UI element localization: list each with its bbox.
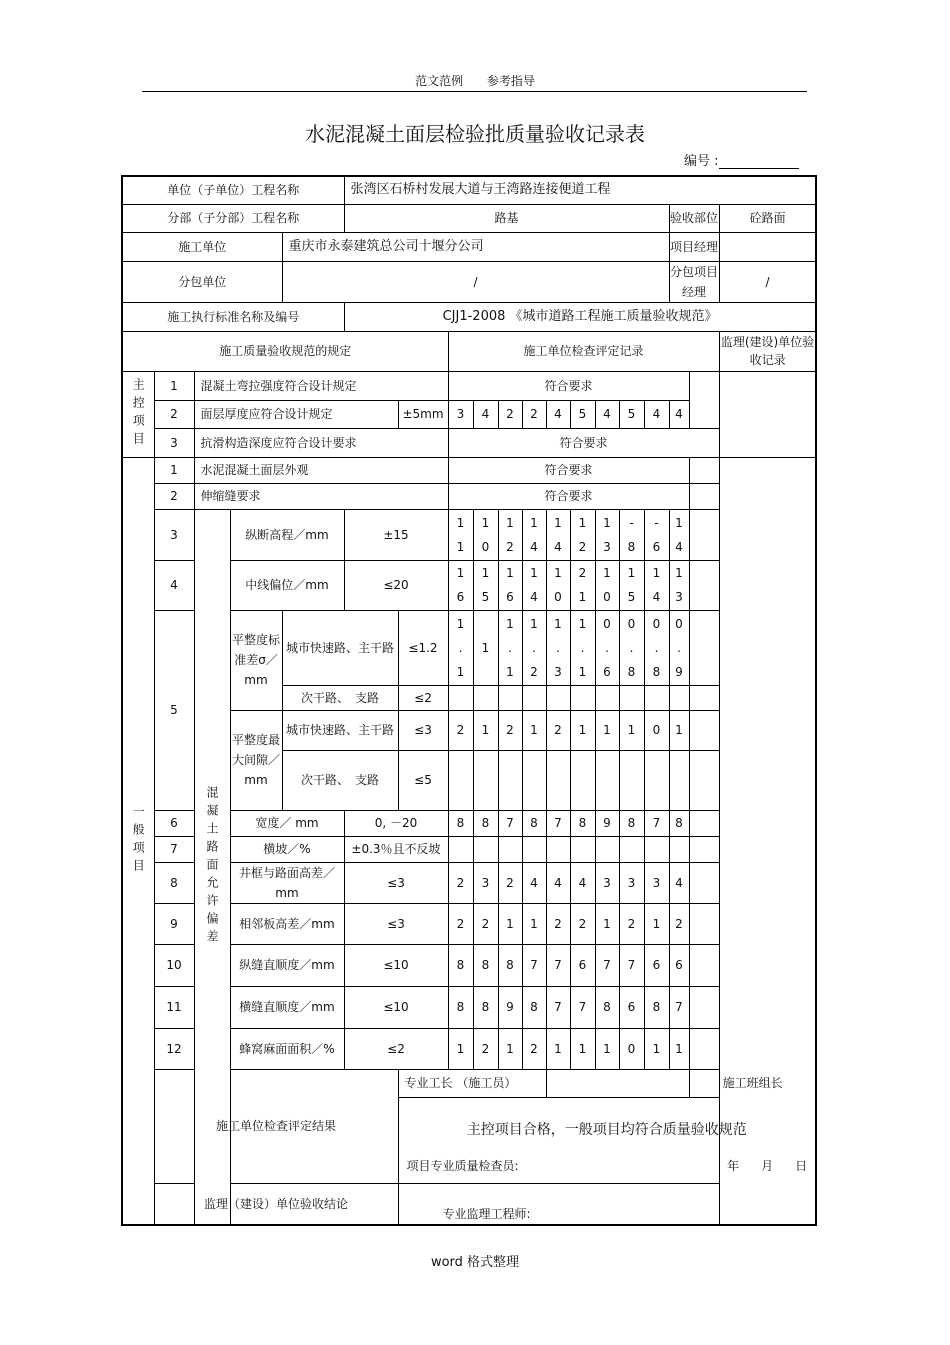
gen-5b1-v: 1 xyxy=(669,710,689,750)
main-2-v: 5 xyxy=(619,400,644,428)
gen-5a1-v: 1 xyxy=(578,616,587,631)
gen-5a1-v: 3 xyxy=(554,664,562,679)
main-2-no: 2 xyxy=(154,400,194,428)
gen-10-v: 7 xyxy=(546,944,570,986)
gen-5b1-v: 2 xyxy=(498,710,522,750)
gen-12-v: 0 xyxy=(619,1028,644,1069)
gen-4-v: 1 xyxy=(554,566,562,580)
gen-12-name: 蜂窝麻面面积／% xyxy=(230,1028,344,1069)
gen-5a1-v: 1 xyxy=(481,640,490,655)
gen-3-v: 0 xyxy=(481,539,490,554)
gen-4-v: 5 xyxy=(481,590,490,604)
general-items-label: 一般项目 xyxy=(122,457,154,1225)
result-label: 施工单位检查评定结果 xyxy=(154,1069,398,1183)
gen-5a-name: 平整度标准差σ／mm xyxy=(230,610,282,710)
main-2-v: 4 xyxy=(473,400,498,428)
gen-11-v: 8 xyxy=(595,986,619,1028)
gen-5b1-v: 2 xyxy=(448,710,473,750)
gen-7-no: 7 xyxy=(154,836,194,862)
gen-11-v: 8 xyxy=(473,986,498,1028)
division-label: 分部（子分部）工程名称 xyxy=(122,204,344,232)
deviation-label: 混凝土路面允许偏差 xyxy=(194,509,230,1225)
gen-11-v: 8 xyxy=(644,986,669,1028)
date-year: 年 xyxy=(727,1158,740,1173)
gen-12-v: 2 xyxy=(473,1028,498,1069)
main-2-text: 面层厚度应符合设计规定 xyxy=(194,400,398,428)
header-right: 参考指导 xyxy=(486,74,535,88)
gen-8-v: 4 xyxy=(522,862,546,903)
gen-3-v: 1 xyxy=(578,515,587,530)
gen-8-v: 3 xyxy=(595,862,619,903)
gen-7-tol: ±0.3％且不反坡 xyxy=(344,836,448,862)
gen-3-v: 2 xyxy=(506,539,514,554)
gen-9-v: 2 xyxy=(448,903,473,944)
gen-12-v: 1 xyxy=(669,1028,689,1069)
gen-11-name: 横缝直顺度／mm xyxy=(230,986,344,1028)
gen-9-name: 相邻板高差／mm xyxy=(230,903,344,944)
unit-label: 单位（子单位）工程名称 xyxy=(122,176,344,204)
gen-3-v: 1 xyxy=(481,515,490,530)
gen-5a1-v: . xyxy=(629,640,634,655)
sub-label: 分包单位 xyxy=(122,261,282,302)
gen-10-v: 8 xyxy=(498,944,522,986)
main-3-no: 3 xyxy=(154,428,194,457)
serial-blank xyxy=(719,154,799,169)
gen-5a1-v: . xyxy=(508,640,512,655)
gen-10-v: 7 xyxy=(595,944,619,986)
gen-5a1-v: 1 xyxy=(506,664,514,679)
main-2-v: 4 xyxy=(644,400,669,428)
gen-4-tol: ≤20 xyxy=(344,560,448,610)
gen-5b1-v: 1 xyxy=(619,710,644,750)
gen-9-v: 2 xyxy=(546,903,570,944)
gen-3-v: 1 xyxy=(675,515,683,530)
gen-3-v: 2 xyxy=(578,539,587,554)
main-items-label: 主控项目 xyxy=(122,371,154,457)
division-value: 路基 xyxy=(344,204,669,232)
gen-6-no: 6 xyxy=(154,810,194,836)
gen-4-v: 1 xyxy=(603,566,611,580)
main-2-v: 5 xyxy=(570,400,595,428)
date-month: 月 xyxy=(761,1158,774,1173)
gen-9-v: 2 xyxy=(619,903,644,944)
supervision-engineer-label: 专业监理工程师: xyxy=(442,1207,531,1221)
gen-4-name: 中线偏位／mm xyxy=(230,560,344,610)
gen-11-v: 7 xyxy=(570,986,595,1028)
gen-11-v: 8 xyxy=(522,986,546,1028)
gen-3-v: 1 xyxy=(506,515,514,530)
gen-12-v: 1 xyxy=(644,1028,669,1069)
gen-8-v: 2 xyxy=(448,862,473,903)
gen-3-v: - xyxy=(629,515,634,530)
gen-5-no: 5 xyxy=(154,610,194,810)
gen-3-name: 纵断高程／mm xyxy=(230,509,344,560)
gen-4-v: 6 xyxy=(456,590,465,604)
gen-10-v: 8 xyxy=(473,944,498,986)
main-1-no: 1 xyxy=(154,371,194,400)
gen-3-v: 4 xyxy=(554,539,562,554)
col-supervisor-header: 监理(建设)单位验收记录 xyxy=(719,331,816,371)
gen-9-v: 2 xyxy=(473,903,498,944)
standard-label: 施工执行标准名称及编号 xyxy=(122,302,344,331)
gen-5a1-v: . xyxy=(580,640,585,655)
foreman-value xyxy=(546,1069,689,1097)
gen-6-v: 7 xyxy=(644,810,669,836)
gen-8-v: 3 xyxy=(473,862,498,903)
gen-3-v: 1 xyxy=(456,515,465,530)
gen-5b1-tol: ≤3 xyxy=(398,710,448,750)
gen-3-v: 1 xyxy=(530,515,538,530)
gen-10-v: 6 xyxy=(570,944,595,986)
gen-8-name: 井框与路面高差／mm xyxy=(230,862,344,903)
gen-8-v: 2 xyxy=(498,862,522,903)
gen-5a1-tol: ≤1.2 xyxy=(398,610,448,685)
gen-6-name: 宽度／ mm xyxy=(230,810,344,836)
gen-5a1-v: 9 xyxy=(675,664,683,679)
acceptance-form xyxy=(121,175,817,1226)
gen-4-v: 1 xyxy=(652,566,661,580)
gen-8-v: 4 xyxy=(669,862,689,903)
gen-9-v: 1 xyxy=(595,903,619,944)
gen-9-v: 1 xyxy=(498,903,522,944)
gen-10-v: 8 xyxy=(448,944,473,986)
main-2-v: 2 xyxy=(498,400,522,428)
gen-5b1-v: 1 xyxy=(522,710,546,750)
pm-label: 项目经理 xyxy=(669,232,719,261)
gen-5b1-road: 城市快速路、主干路 xyxy=(282,710,398,750)
gen-11-v: 8 xyxy=(448,986,473,1028)
gen-8-v: 4 xyxy=(570,862,595,903)
gen-12-v: 2 xyxy=(522,1028,546,1069)
gen-5a1-v: . xyxy=(532,640,536,655)
contractor-label: 施工单位 xyxy=(122,232,282,261)
main-1-text: 混凝土弯拉强度符合设计规定 xyxy=(194,371,448,400)
gen-10-v: 6 xyxy=(669,944,689,986)
gen-5b1-v: 1 xyxy=(595,710,619,750)
gen-6-tol: 0, －20 xyxy=(344,810,448,836)
serial-label: 编号 : xyxy=(684,154,719,169)
sub-value: / xyxy=(282,261,669,302)
gen-12-tol: ≤2 xyxy=(344,1028,448,1069)
page-footer: word 格式整理 xyxy=(430,1255,520,1270)
supervision-label: 监理（建设）单位验收结论 xyxy=(154,1183,398,1225)
gen-4-v: 2 xyxy=(578,566,587,580)
main-3-result: 符合要求 xyxy=(448,428,719,457)
gen-6-v: 7 xyxy=(498,810,522,836)
gen-12-v: 1 xyxy=(570,1028,595,1069)
gen-4-v: 1 xyxy=(506,566,514,580)
main-2-v: 4 xyxy=(595,400,619,428)
gen-5a1-v: 1 xyxy=(456,616,465,631)
gen-8-no: 8 xyxy=(154,862,194,903)
gen-4-v: 6 xyxy=(506,590,514,604)
gen-11-v: 7 xyxy=(546,986,570,1028)
gen-3-v: 4 xyxy=(675,539,683,554)
main-2-tol: ±5mm xyxy=(398,400,448,428)
gen-1-result: 符合要求 xyxy=(448,457,689,483)
gen-11-v: 6 xyxy=(619,986,644,1028)
gen-12-v: 1 xyxy=(546,1028,570,1069)
gen-5b1-v: 1 xyxy=(473,710,498,750)
gen-2-text: 伸缩缝要求 xyxy=(194,483,448,509)
gen-2-no: 2 xyxy=(154,483,194,509)
page-header xyxy=(0,72,950,89)
date-day: 日 xyxy=(795,1158,808,1173)
gen-6-v: 9 xyxy=(595,810,619,836)
main-supervisor-cell xyxy=(719,371,816,457)
header-rule xyxy=(142,91,807,92)
gen-3-v: 3 xyxy=(603,539,611,554)
gen-1-text: 水泥混凝土面层外观 xyxy=(194,457,448,483)
result-content xyxy=(398,1097,816,1183)
gen-8-v: 3 xyxy=(644,862,669,903)
sub-pm-label: 分包项目经理 xyxy=(669,261,719,302)
gen-10-v: 7 xyxy=(619,944,644,986)
header-left: 范文范例 xyxy=(415,74,464,88)
gen-8-tol: ≤3 xyxy=(344,862,448,903)
gen-11-v: 9 xyxy=(498,986,522,1028)
main-2-v: 4 xyxy=(669,400,689,428)
gen-3-tol: ±15 xyxy=(344,509,448,560)
gen-11-no: 11 xyxy=(154,986,194,1028)
gen-4-no: 4 xyxy=(154,560,194,610)
team-leader-label: 施工班组长 xyxy=(689,1069,816,1097)
gen-5b-name: 平整度最大间隙／mm xyxy=(230,710,282,810)
gen-5b1-v: 0 xyxy=(644,710,669,750)
gen-5a1-v: . xyxy=(654,640,659,655)
gen-5a1-v: 8 xyxy=(627,664,636,679)
gen-6-v: 8 xyxy=(619,810,644,836)
result-date xyxy=(705,1156,807,1176)
gen-4-v: 1 xyxy=(456,566,465,580)
gen-5b1-v: 1 xyxy=(570,710,595,750)
sub-pm-value: / xyxy=(719,261,816,302)
gen-3-v: 4 xyxy=(530,539,538,554)
gen-4-v: 1 xyxy=(675,566,683,580)
gen-4-v: 0 xyxy=(603,590,611,604)
gen-4-v: 3 xyxy=(675,590,683,604)
gen-6-v: 8 xyxy=(448,810,473,836)
result-conclusion: 主控项目合格，一般项目均符合质量验收规范 xyxy=(466,1121,747,1138)
gen-3-v: 1 xyxy=(554,515,562,530)
gen-12-no: 12 xyxy=(154,1028,194,1069)
standard-value: CJJ1-2008 《城市道路工程施工质量验收规范》 xyxy=(344,302,816,331)
gen-8-v: 4 xyxy=(546,862,570,903)
unit-value: 张湾区石桥村发展大道与王湾路连接便道工程 xyxy=(344,176,816,204)
gen-3-v: 1 xyxy=(603,515,611,530)
gen-11-v: 7 xyxy=(669,986,689,1028)
gen-5a1-v: 1 xyxy=(554,616,562,631)
gen-2-result: 符合要求 xyxy=(448,483,689,509)
gen-5a1-v: 8 xyxy=(652,664,661,679)
main-2-v: 3 xyxy=(448,400,473,428)
gen-4-v: 0 xyxy=(554,590,562,604)
gen-5b2-road: 次干路、 支路 xyxy=(282,750,398,810)
serial-number xyxy=(684,150,799,169)
acceptance-part-label: 验收部位 xyxy=(669,204,719,232)
page-title: 水泥混凝土面层检验批质量验收记录表 xyxy=(305,122,645,146)
gen-8-v: 3 xyxy=(619,862,644,903)
gen-11-tol: ≤10 xyxy=(344,986,448,1028)
gen-12-v: 1 xyxy=(448,1028,473,1069)
gen-4-v: 4 xyxy=(530,590,538,604)
gen-9-v: 1 xyxy=(522,903,546,944)
gen-6-v: 8 xyxy=(570,810,595,836)
gen-5a1-v: 1 xyxy=(506,616,514,631)
gen-4-v: 4 xyxy=(652,590,661,604)
gen-4-v: 1 xyxy=(530,566,538,580)
gen-5a1-v: 1 xyxy=(578,664,587,679)
gen-5a1-v: 1 xyxy=(530,616,538,631)
col-record-header: 施工单位检查评定记录 xyxy=(448,331,719,371)
gen-10-v: 7 xyxy=(522,944,546,986)
gen-6-v: 7 xyxy=(546,810,570,836)
gen-6-v: 8 xyxy=(669,810,689,836)
gen-4-v: 1 xyxy=(481,566,490,580)
gen-9-v: 1 xyxy=(644,903,669,944)
gen-7-name: 横坡／% xyxy=(230,836,344,862)
gen-5a1-v: 2 xyxy=(530,664,538,679)
gen-5a1-v: 0 xyxy=(675,616,683,631)
gen-1-no: 1 xyxy=(154,457,194,483)
gen-9-tol: ≤3 xyxy=(344,903,448,944)
gen-5a1-v: 1 xyxy=(456,664,465,679)
gen-6-v: 8 xyxy=(522,810,546,836)
gen-5a1-road: 城市快速路、主干路 xyxy=(282,610,398,685)
gen-9-v: 2 xyxy=(669,903,689,944)
gen-5a1-v: . xyxy=(556,640,560,655)
gen-5b1-v: 2 xyxy=(546,710,570,750)
col-spec-header: 施工质量验收规范的规定 xyxy=(122,331,448,371)
acceptance-part-value: 砼路面 xyxy=(719,204,816,232)
contractor-value: 重庆市永泰建筑总公司十堰分公司 xyxy=(282,232,669,261)
gen-5a1-v: 0 xyxy=(652,616,661,631)
gen-3-v: 6 xyxy=(652,539,661,554)
gen-5a2-road: 次干路、 支路 xyxy=(282,685,398,710)
gen-3-v: 1 xyxy=(456,539,465,554)
gen-10-v: 6 xyxy=(644,944,669,986)
gen-5a1-v: 0 xyxy=(627,616,636,631)
gen-10-tol: ≤10 xyxy=(344,944,448,986)
gen-3-no: 3 xyxy=(154,509,194,560)
gen-5a2-tol: ≤2 xyxy=(398,685,448,710)
main-1-result: 符合要求 xyxy=(448,371,689,400)
inspector-label: 项目专业质量检查员: xyxy=(406,1158,519,1173)
foreman-label: 专业工长 （施工员） xyxy=(398,1069,546,1097)
gen-12-v: 1 xyxy=(595,1028,619,1069)
gen-5a1-v: 6 xyxy=(603,664,611,679)
gen-5b2-tol: ≤5 xyxy=(398,750,448,810)
gen-3-v: 8 xyxy=(627,539,636,554)
gen-5a1-v: . xyxy=(458,640,463,655)
main-2-v: 2 xyxy=(522,400,546,428)
gen-4-v: 1 xyxy=(578,590,587,604)
main-3-text: 抗滑构造深度应符合设计要求 xyxy=(194,428,448,457)
gen-5a1-v: . xyxy=(605,640,609,655)
gen-9-no: 9 xyxy=(154,903,194,944)
gen-4-v: 5 xyxy=(627,590,636,604)
gen-6-v: 8 xyxy=(473,810,498,836)
gen-12-v: 1 xyxy=(498,1028,522,1069)
gen-10-no: 10 xyxy=(154,944,194,986)
gen-5a1-v: 0 xyxy=(603,616,611,631)
gen-10-name: 纵缝直顺度／mm xyxy=(230,944,344,986)
gen-3-v: - xyxy=(654,515,659,530)
gen-9-v: 2 xyxy=(570,903,595,944)
gen-4-v: 1 xyxy=(627,566,636,580)
main-2-v: 4 xyxy=(546,400,570,428)
gen-5a1-v: . xyxy=(677,640,681,655)
pm-value xyxy=(719,232,816,261)
